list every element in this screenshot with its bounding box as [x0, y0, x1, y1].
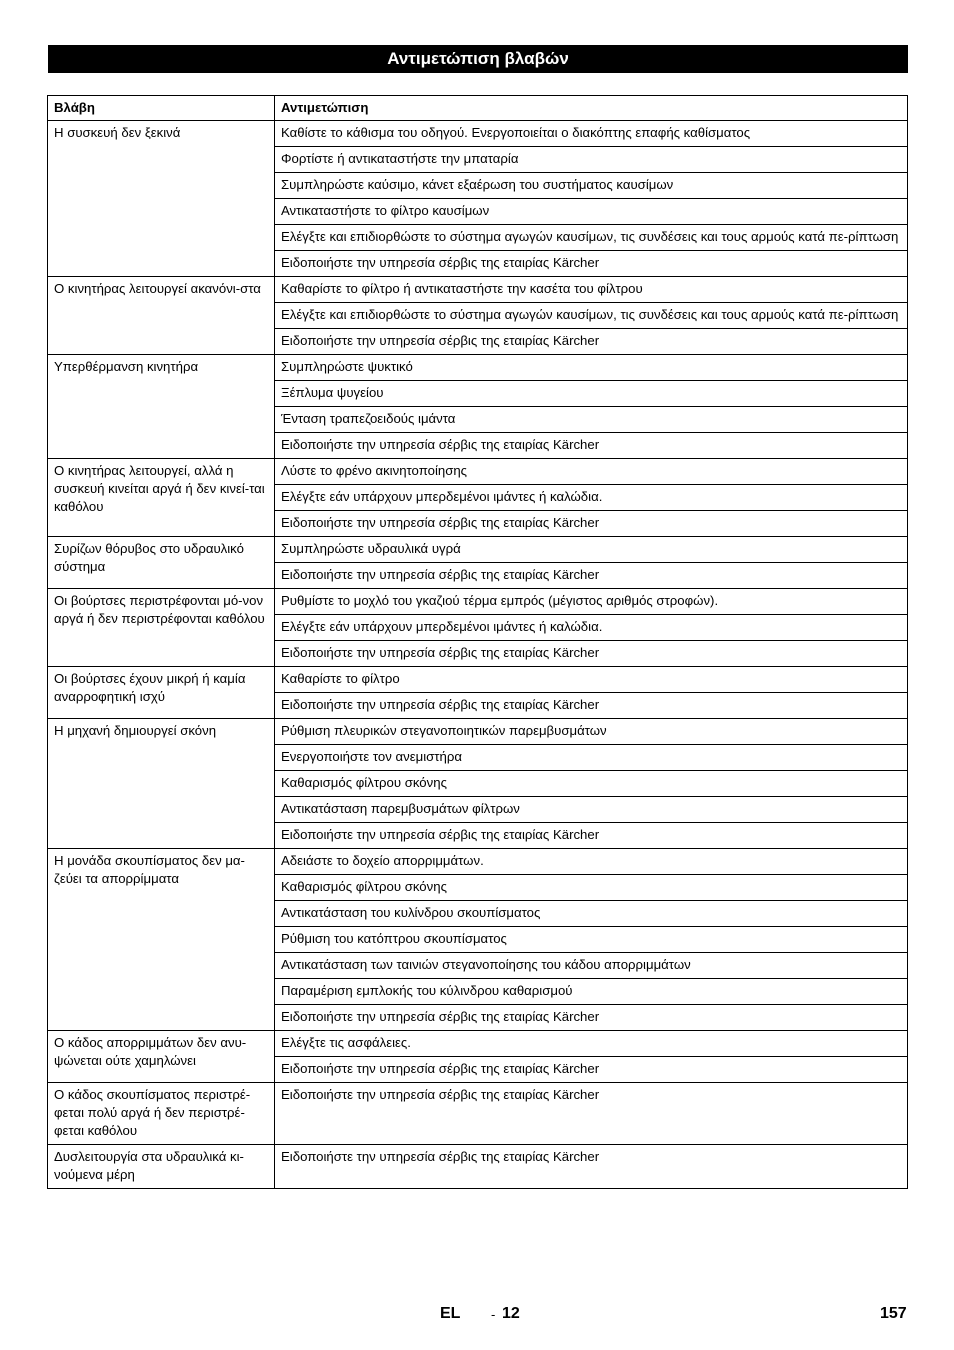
remedy-cell: Ειδοποιήστε την υπηρεσία σέρβις της εταιρίας Kärcher: [275, 641, 908, 667]
remedy-cell: Ρυθμίστε το μοχλό του γκαζιού τέρμα εμπρός (μέγιστος αριθμός στροφών).: [275, 589, 908, 615]
remedy-cell: Ειδοποιήστε την υπηρεσία σέρβις της εταιρίας Kärcher: [275, 1057, 908, 1083]
table-row: [48, 459, 908, 485]
table-header-row: [48, 96, 908, 121]
remedy-cell: Ελέγξτε τις ασφάλειες.: [275, 1031, 908, 1057]
remedy-cell: Συμπληρώστε καύσιμο, κάνετ εξαέρωση του συστήματος καυσίμων: [275, 173, 908, 199]
footer-dash: -: [491, 1307, 496, 1322]
table-row: [48, 537, 908, 563]
footer-section-number: 12: [502, 1305, 520, 1322]
section-title: Αντιμετώπιση βλαβών: [48, 45, 908, 73]
remedy-cell: Ρύθμιση πλευρικών στεγανοποιητικών παρεμβυσμάτων: [275, 719, 908, 745]
table-row: [48, 355, 908, 381]
remedy-cell: Αντικατάσταση των ταινιών στεγανοποίησης του κάδου απορριμμάτων: [275, 953, 908, 979]
fault-cell: Η συσκευή δεν ξεκινά: [48, 121, 275, 277]
fault-cell: Συρίζων θόρυβος στο υδραυλικό σύστημα: [48, 537, 275, 589]
remedy-cell: Αδειάστε το δοχείο απορριμμάτων.: [275, 849, 908, 875]
remedy-cell: Ειδοποιήστε την υπηρεσία σέρβις της εταιρίας Kärcher: [275, 693, 908, 719]
fault-cell: Οι βούρτσες έχουν μικρή ή καμία αναρροφητική ισχύ: [48, 667, 275, 719]
fault-cell: Ο κινητήρας λειτουργεί ακανόνι-στα: [48, 277, 275, 355]
remedy-cell: Ελέγξτε εάν υπάρχουν μπερδεμένοι ιμάντες ή καλώδια.: [275, 615, 908, 641]
fault-cell: Υπερθέρμανση κινητήρα: [48, 355, 275, 459]
remedy-cell: Ξέπλυμα ψυγείου: [275, 381, 908, 407]
remedy-cell: Καθίστε το κάθισμα του οδηγού. Ενεργοποιείται ο διακόπτης επαφής καθίσματος: [275, 121, 908, 147]
table-row: [48, 277, 908, 303]
table-row: [48, 667, 908, 693]
footer-language: EL: [440, 1305, 461, 1322]
troubleshooting-table: [47, 95, 908, 1189]
remedy-cell: Αντικαταστήστε το φίλτρο καυσίμων: [275, 199, 908, 225]
remedy-cell: Ειδοποιήστε την υπηρεσία σέρβις της εταιρίας Kärcher: [275, 511, 908, 537]
remedy-cell: Λύστε το φρένο ακινητοποίησης: [275, 459, 908, 485]
fault-cell: Η μηχανή δημιουργεί σκόνη: [48, 719, 275, 849]
fault-cell: Ο κινητήρας λειτουργεί, αλλά η συσκευή κινείται αργά ή δεν κινεί-ται καθόλου: [48, 459, 275, 537]
remedy-cell: Ελέγξτε και επιδιορθώστε το σύστημα αγωγών καυσίμων, τις συνδέσεις και τους αρμούς κατά πε-ρίπτωση: [275, 303, 908, 329]
fault-cell: Δυσλειτουργία στα υδραυλικά κι-νούμενα μέρη: [48, 1145, 275, 1189]
remedy-cell: Ειδοποιήστε την υπηρεσία σέρβις της εταιρίας Kärcher: [275, 1145, 908, 1189]
remedy-cell: Αντικατάσταση του κυλίνδρου σκουπίσματος: [275, 901, 908, 927]
remedy-cell: Ελέγξτε και επιδιορθώστε το σύστημα αγωγών καυσίμων, τις συνδέσεις και τους αρμούς κατά πε-ρίπτωση: [275, 225, 908, 251]
fault-cell: Ο κάδος απορριμμάτων δεν ανυ-ψώνεται ούτε χαμηλώνει: [48, 1031, 275, 1083]
table-row: [48, 121, 908, 147]
table-row: [48, 849, 908, 875]
table-row: [48, 1145, 908, 1189]
remedy-cell: Συμπληρώστε υδραυλικά υγρά: [275, 537, 908, 563]
remedy-cell: Καθαρίστε το φίλτρο ή αντικαταστήστε την κασέτα του φίλτρου: [275, 277, 908, 303]
remedy-cell: Ειδοποιήστε την υπηρεσία σέρβις της εταιρίας Kärcher: [275, 563, 908, 589]
remedy-cell: Φορτίστε ή αντικαταστήστε την μπαταρία: [275, 147, 908, 173]
remedy-cell: Καθαρισμός φίλτρου σκόνης: [275, 771, 908, 797]
remedy-cell: Ειδοποιήστε την υπηρεσία σέρβις της εταιρίας Kärcher: [275, 251, 908, 277]
remedy-cell: Ειδοποιήστε την υπηρεσία σέρβις της εταιρίας Kärcher: [275, 1005, 908, 1031]
remedy-cell: Ειδοποιήστε την υπηρεσία σέρβις της εταιρίας Kärcher: [275, 823, 908, 849]
table-row: [48, 1083, 908, 1145]
remedy-cell: Καθαρίστε το φίλτρο: [275, 667, 908, 693]
table-row: [48, 719, 908, 745]
table-body: [48, 121, 908, 1189]
remedy-cell: Συμπληρώστε ψυκτικό: [275, 355, 908, 381]
remedy-cell: Ειδοποιήστε την υπηρεσία σέρβις της εταιρίας Kärcher: [275, 433, 908, 459]
header-remedy: Αντιμετώπιση: [275, 96, 908, 121]
remedy-cell: Ελέγξτε εάν υπάρχουν μπερδεμένοι ιμάντες ή καλώδια.: [275, 485, 908, 511]
remedy-cell: Παραμέριση εμπλοκής του κύλινδρου καθαρισμού: [275, 979, 908, 1005]
remedy-cell: Ειδοποιήστε την υπηρεσία σέρβις της εταιρίας Kärcher: [275, 1083, 908, 1145]
table-row: [48, 1031, 908, 1057]
remedy-cell: Ένταση τραπεζοειδούς ιμάντα: [275, 407, 908, 433]
footer-page-number: 157: [880, 1305, 907, 1322]
remedy-cell: Καθαρισμός φίλτρου σκόνης: [275, 875, 908, 901]
fault-cell: Η μονάδα σκουπίσματος δεν μα-ζεύει τα απορρίμματα: [48, 849, 275, 1031]
table-row: [48, 589, 908, 615]
fault-cell: Οι βούρτσες περιστρέφονται μό-νον αργά ή δεν περιστρέφονται καθόλου: [48, 589, 275, 667]
remedy-cell: Ενεργοποιήστε τον ανεμιστήρα: [275, 745, 908, 771]
fault-cell: Ο κάδος σκουπίσματος περιστρέ-φεται πολύ αργά ή δεν περιστρέ-φεται καθόλου: [48, 1083, 275, 1145]
remedy-cell: Ρύθμιση του κατόπτρου σκουπίσματος: [275, 927, 908, 953]
remedy-cell: Αντικατάσταση παρεμβυσμάτων φίλτρων: [275, 797, 908, 823]
header-fault: Βλάβη: [48, 96, 275, 121]
remedy-cell: Ειδοποιήστε την υπηρεσία σέρβις της εταιρίας Kärcher: [275, 329, 908, 355]
